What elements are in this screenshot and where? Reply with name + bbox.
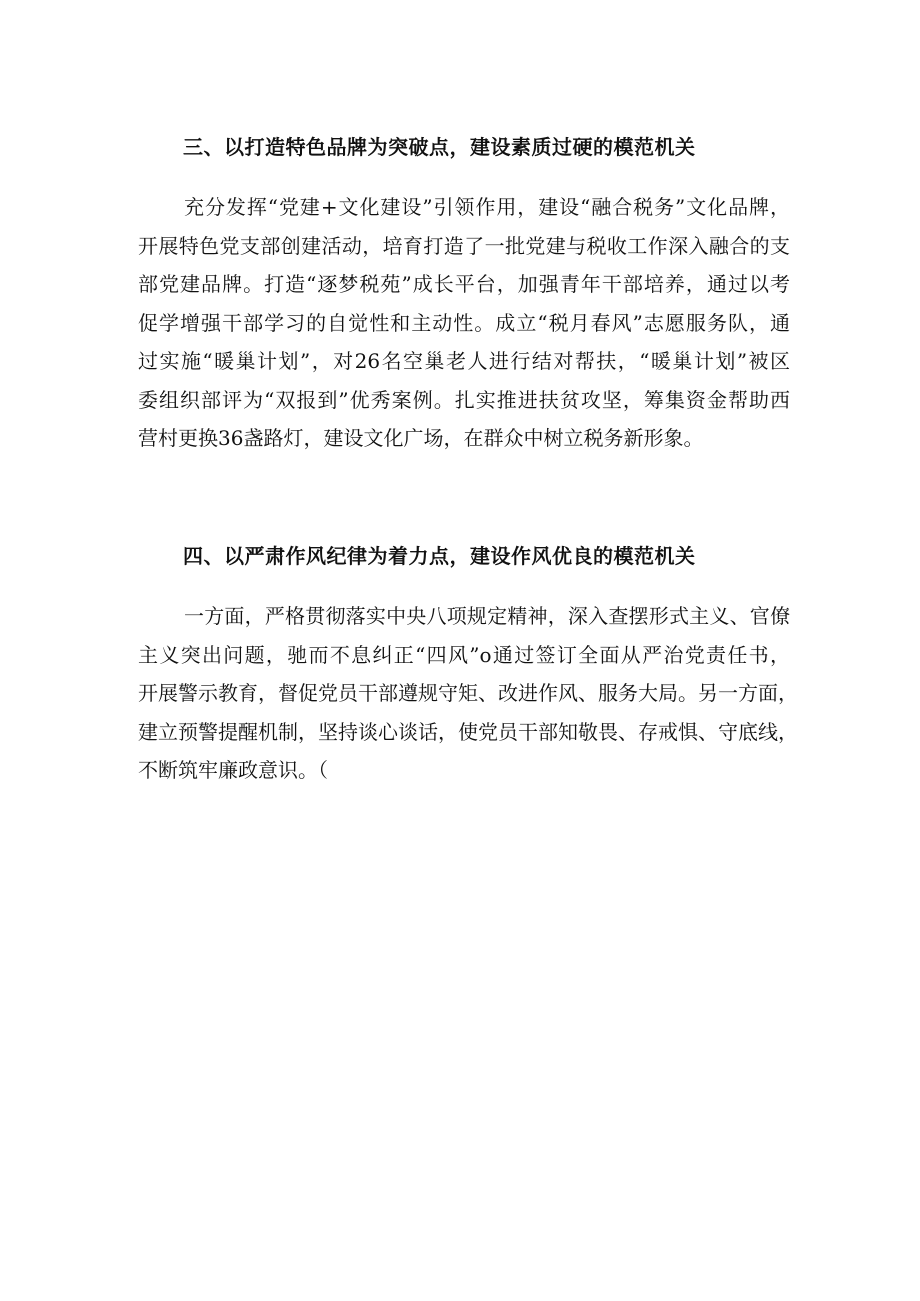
paragraph-line: 部党建品牌。打造“逐梦税苑”成长平台，加强青年干部培养，通过以考 (138, 272, 790, 296)
paragraph-line: 主义突出问题，驰而不息纠正“四风”o通过签订全面从严治党责任书， (138, 642, 790, 667)
paragraph-line: 过实施“暖巢计划”，对26名空巢老人进行结对帮扶，“暖巢计划”被区 (138, 349, 790, 373)
paragraph-line: 促学增强干部学习的自觉性和主动性。成立“税月春风”志愿服务队，通 (138, 310, 790, 335)
paragraph-line: 开展特色党支部创建活动，培育打造了一批党建与税收工作深入融合的支 (138, 233, 790, 258)
section-4-heading: 四、以严肃作风纪律为着力点，建设作风优良的模范机关 (183, 544, 696, 568)
paragraph-line: 开展警示教育，督促党员干部遵规守矩、改进作风、服务大局。另一方面， (138, 681, 798, 705)
section-4-paragraph (138, 597, 798, 790)
paragraph-line: 委组织部评为“双报到”优秀案例。扎实推进扶贫攻坚，筹集资金帮助西 (138, 387, 790, 412)
paragraph-line: 充分发挥“党建+文化建设”引领作用，建设“融合税务”文化品牌， (184, 195, 790, 219)
section-3-paragraph (138, 188, 790, 458)
paragraph-line: 一方面，严格贯彻落实中央八项规定精神，深入查摆形式主义、官僚 (184, 604, 790, 628)
paragraph-line: 不断筑牢廉政意识。（ (138, 758, 328, 782)
paragraph-line: 建立预警提醒机制，坚持谈心谈话，使党员干部知敬畏、存戒惧、守底线， (138, 719, 798, 744)
paragraph-line: 营村更换36盏路灯，建设文化广场，在群众中树立税务新形象。 (138, 426, 704, 450)
section-3-heading: 三、以打造特色品牌为突破点，建设素质过硬的模范机关 (183, 135, 696, 159)
